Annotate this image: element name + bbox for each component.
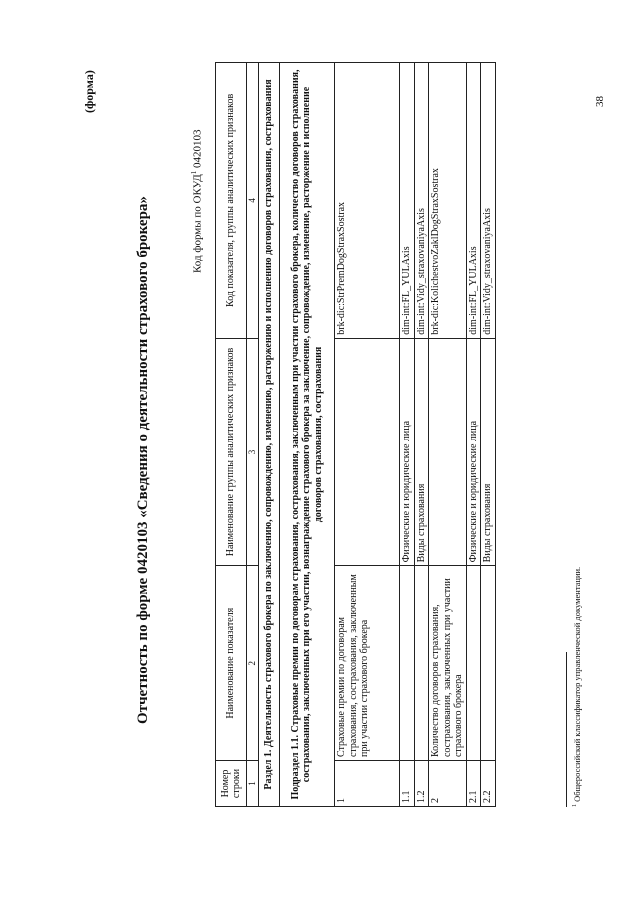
table-row: [481, 63, 496, 807]
column-number: 2: [247, 566, 259, 761]
group-name: Физические и юридические лица: [400, 338, 415, 566]
okud-code: 0420103: [191, 129, 204, 168]
okud-prefix: Код формы по ОКУД: [191, 174, 204, 273]
table-row: [414, 63, 429, 807]
column-number-row: [247, 63, 259, 807]
row-number: 1.2: [414, 761, 429, 807]
footnote-divider: [566, 652, 567, 807]
page-title: Отчетность по форме 0420103 «Сведения о деятельности страхового брокера»: [135, 196, 151, 724]
indicator-code: dim-int:FL_YULAxis: [466, 63, 481, 339]
group-name: Физические и юридические лица: [466, 338, 481, 566]
column-number: 3: [247, 338, 259, 566]
group-name: Виды страхования: [481, 338, 496, 566]
group-name: [429, 338, 467, 566]
section-title: Раздел 1. Деятельность страхового брокера по заключению, сопровождению, изменению, расторжению и исполнению договоров страхования, сострахования: [259, 63, 280, 807]
table-row: [400, 63, 415, 807]
section-row: [259, 63, 280, 807]
report-table: [215, 62, 496, 807]
header-cell: Код показателя, группы аналитических признаков: [216, 63, 247, 339]
group-name: Виды страхования: [414, 338, 429, 566]
column-number: 1: [247, 761, 259, 807]
row-number: 1: [335, 761, 400, 807]
table-row: [335, 63, 400, 807]
form-label: (форма): [82, 70, 96, 113]
indicator-name: [400, 566, 415, 761]
footnote: [572, 567, 582, 807]
indicator-code: dim-int:FL_YULAxis: [400, 63, 415, 339]
okud-footnote-mark: 1: [190, 170, 198, 175]
indicator-name: [481, 566, 496, 761]
footnote-mark: 1: [572, 804, 579, 807]
footnote-text: Общероссийский классификатор управленческой документации.: [572, 566, 582, 802]
table-header-row: [216, 63, 247, 807]
group-name: [335, 338, 400, 566]
indicator-name: Количество договоров страхования, сострахования, заключенных при участии страхового брокера: [429, 566, 467, 761]
row-number: 2.2: [481, 761, 496, 807]
column-number: 4: [247, 63, 259, 339]
indicator-code: brk-dic:KolichestvoZaklDogStraxSostrax: [429, 63, 467, 339]
row-number: 2.1: [466, 761, 481, 807]
okud-code-line: [190, 129, 204, 273]
header-cell: Номер строки: [216, 761, 247, 807]
header-cell: Наименование показателя: [216, 566, 247, 761]
indicator-code: dim-int:Vidy_straxovaniyaAxis: [414, 63, 429, 339]
subsection-title: Подраздел 1.1. Страховые премии по договорам страхования, сострахования, заключенным при участии страхового брокера, количество договоров страхования, сострахования, заключенных при его участии, вознаграждение страхового брокера за заключение, сопровождение, изменение, расторжение и исполнение договоров страхования, сострахования: [280, 63, 335, 807]
row-number: 2: [429, 761, 467, 807]
table-row: [429, 63, 467, 807]
page-number: 38: [594, 96, 606, 107]
indicator-name: [414, 566, 429, 761]
table-row: [466, 63, 481, 807]
indicator-code: brk-dic:StrPremDogStraxSostrax: [335, 63, 400, 339]
row-number: 1.1: [400, 761, 415, 807]
header-cell: Наименование группы аналитических признаков: [216, 338, 247, 566]
subsection-row: [280, 63, 335, 807]
indicator-name: Страховые премии по договорам страхования, сострахования, заключенным при участии страхового брокера: [335, 566, 400, 761]
indicator-code: dim-int:Vidy_straxovaniyaAxis: [481, 63, 496, 339]
indicator-name: [466, 566, 481, 761]
